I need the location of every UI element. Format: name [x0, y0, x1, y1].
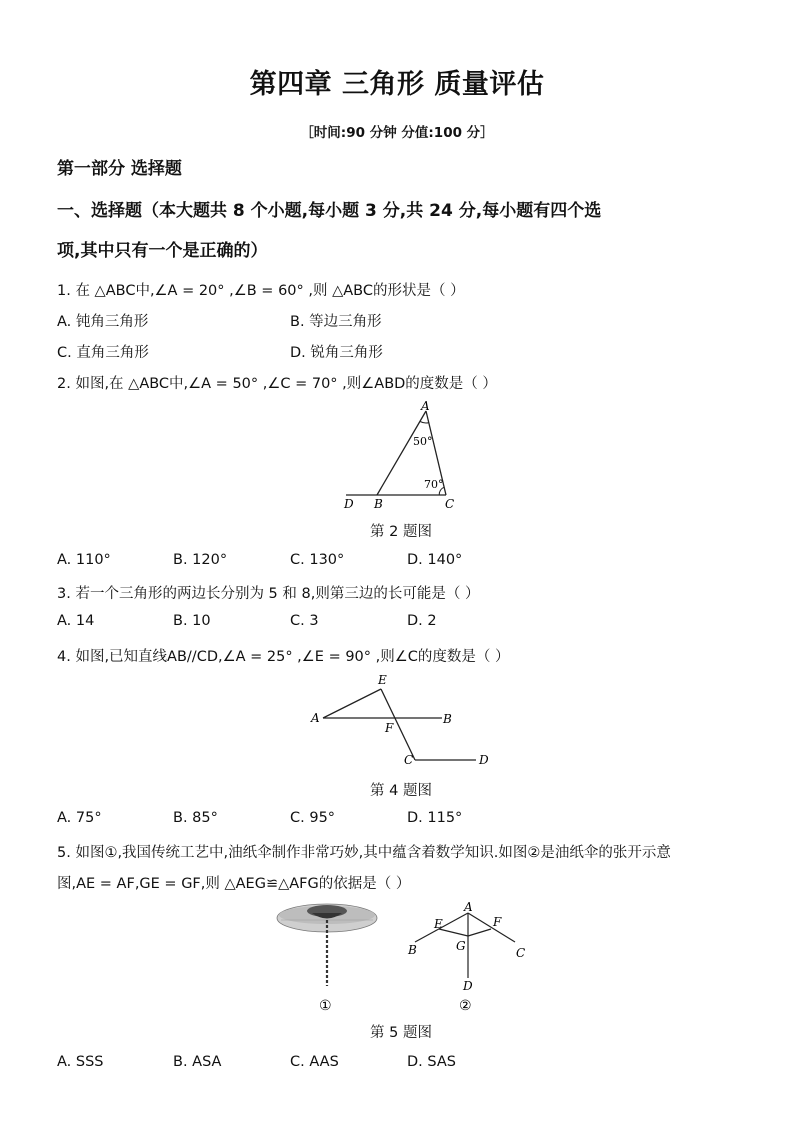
question-4-option-d: D. 115° — [407, 810, 463, 826]
label-e: E — [378, 673, 387, 687]
label-d: D — [463, 979, 473, 993]
label-c: C — [445, 497, 455, 511]
question-5-option-b: B. ASA — [173, 1054, 222, 1070]
figure-1-label: ① — [319, 998, 332, 1014]
question-5-option-d: D. SAS — [407, 1054, 456, 1070]
section-heading-line2: 项,其中只有一个是正确的） — [57, 241, 268, 261]
question-1-option-a: A. 钝角三角形 — [57, 314, 149, 330]
label-b: B — [443, 712, 452, 726]
question-5-option-a: A. SSS — [57, 1054, 104, 1070]
figure-2-label: ② — [459, 998, 472, 1014]
question-4-stem: 4. 如图,已知直线AB//CD,∠A = 25° ,∠E = 90° ,则∠C的度数是（ ） — [57, 649, 510, 665]
angle-c-value: 70° — [424, 478, 444, 491]
question-4-option-a: A. 75° — [57, 810, 102, 826]
question-5-option-c: C. AAS — [290, 1054, 339, 1070]
question-2-option-c: C. 130° — [290, 552, 345, 568]
label-a: A — [311, 711, 320, 725]
question-2-option-b: B. 120° — [173, 552, 228, 568]
question-2-stem: 2. 如图,在 △ABC中,∠A = 50° ,∠C = 70° ,则∠ABD的度数是（ ） — [57, 376, 497, 392]
angle-a-arc — [420, 422, 429, 423]
question-4-figure — [305, 670, 505, 775]
part-heading: 第一部分 选择题 — [57, 159, 182, 179]
label-f: F — [385, 721, 394, 735]
question-4-option-b: B. 85° — [173, 810, 218, 826]
label-b: B — [408, 943, 417, 957]
question-3-stem: 3. 若一个三角形的两边长分别为 5 和 8,则第三边的长可能是（ ） — [57, 586, 480, 602]
question-1-stem: 1. 在 △ABC中,∠A = 20° ,∠B = 60° ,则 △ABC的形状是（ ） — [57, 283, 465, 299]
angle-a-value: 50° — [413, 435, 433, 448]
question-5-figure — [272, 898, 542, 1016]
question-2-option-a: A. 110° — [57, 552, 111, 568]
question-1-option-c: C. 直角三角形 — [57, 345, 149, 361]
question-2-figure — [330, 398, 470, 513]
label-a: A — [421, 399, 430, 413]
question-4-caption: 第 4 题图 — [370, 783, 432, 799]
label-d: D — [344, 497, 354, 511]
label-g: G — [456, 939, 466, 953]
page-title: 第四章 三角形 质量评估 — [249, 69, 545, 100]
segment-ae — [323, 689, 381, 718]
umbrella-illustration — [277, 904, 377, 986]
label-d: D — [479, 753, 489, 767]
exam-meta: ［时间:90 分钟 分值:100 分］ — [300, 125, 494, 141]
question-1-option-b: B. 等边三角形 — [290, 314, 382, 330]
label-e: E — [434, 917, 443, 931]
label-c: C — [516, 946, 526, 960]
question-2-option-d: D. 140° — [407, 552, 463, 568]
label-f: F — [493, 915, 502, 929]
question-3-option-a: A. 14 — [57, 613, 95, 629]
segment-ab — [377, 411, 426, 495]
section-heading-line1: 一、选择题（本大题共 8 个小题,每小题 3 分,共 24 分,每小题有四个选 — [57, 201, 602, 221]
question-3-option-b: B. 10 — [173, 613, 211, 629]
label-a: A — [464, 900, 473, 914]
question-3-option-c: C. 3 — [290, 613, 319, 629]
question-5-caption: 第 5 题图 — [370, 1025, 432, 1041]
question-5-stem-line2: 图,AE = AF,GE = GF,则 △AEG≌△AFG的依据是（ ） — [57, 876, 411, 892]
question-2-caption: 第 2 题图 — [370, 524, 432, 540]
label-c: C — [404, 753, 414, 767]
question-3-option-d: D. 2 — [407, 613, 437, 629]
question-5-stem-line1: 5. 如图①,我国传统工艺中,油纸伞制作非常巧妙,其中蕴含着数学知识.如图②是油纸伞的张开示意 — [57, 845, 671, 861]
question-1-option-d: D. 锐角三角形 — [290, 345, 383, 361]
label-b: B — [374, 497, 383, 511]
question-4-option-c: C. 95° — [290, 810, 336, 826]
